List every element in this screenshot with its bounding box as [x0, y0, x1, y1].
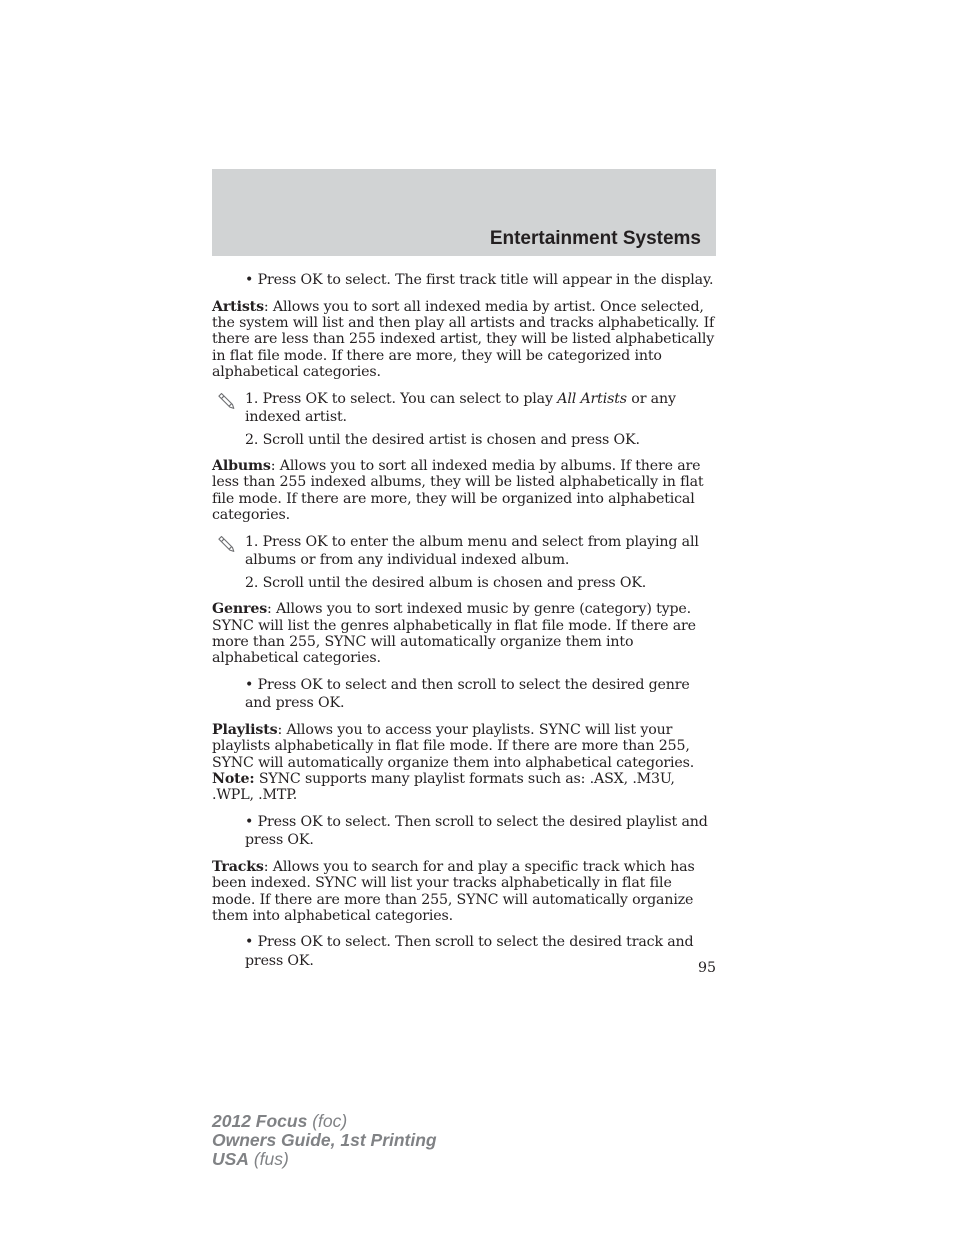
artists-step-2: 2. Scroll until the desired artist is chosen and press OK.	[245, 431, 640, 448]
tracks-term: Tracks	[212, 858, 264, 875]
tracks-paragraph	[212, 859, 718, 925]
artists-step-1-emphasis: All Artists	[557, 390, 627, 407]
section-title: Entertainment Systems	[489, 228, 701, 249]
footer-model: 2012 Focus	[212, 1111, 308, 1131]
artists-description: : Allows you to sort all indexed media by artist. Once selected, the system will list and then play all artists and tracks alphabetically. If there are less than 255 indexed artist, they will be listed alphabetically in flat file mode. If there are more, they will be categorized into alphabetical categories.	[212, 298, 715, 381]
footer-guide-printing: Owners Guide, 1st Printing	[212, 1130, 437, 1150]
playlists-term: Playlists	[212, 721, 278, 738]
artists-step-1-rest: or any indexed artist.	[245, 390, 676, 426]
playlists-note-label: Note:	[212, 771, 255, 787]
albums-step-1: 1. Press OK to enter the album menu and select from playing all albums or from any individual indexed album.	[245, 533, 699, 569]
albums-paragraph	[212, 458, 718, 524]
footer-market: USA	[212, 1149, 249, 1169]
footer-line-model	[212, 1112, 437, 1131]
artists-step-1-text: 1. Press OK to select. You can select to play	[245, 390, 558, 407]
page-number: 95	[697, 960, 716, 976]
playlists-note-text: SYNC supports many playlist formats such as: .ASX, .M3U, .WPL, .MTP.	[212, 771, 675, 804]
pencil-icon	[218, 535, 236, 553]
artists-term: Artists	[212, 298, 264, 315]
genres-paragraph	[212, 601, 718, 667]
footer-market-code: (fus)	[248, 1149, 289, 1169]
intro-bullet: • Press OK to select. The first track title will appear in the display.	[245, 272, 714, 288]
albums-step-2: 2. Scroll until the desired album is chosen and press OK.	[245, 574, 647, 591]
albums-description: : Allows you to sort all indexed media by albums. If there are less than 255 indexed albums, they will be listed alphabetically in flat file mode. If there are more, they will be organized into alphabetical categories.	[212, 458, 704, 524]
footer-edition-info	[212, 1112, 437, 1169]
artists-step-1	[245, 390, 718, 427]
playlists-paragraph	[212, 722, 718, 804]
tracks-description: : Allows you to search for and play a specific track which has been indexed. SYNC will list your tracks alphabetically in flat file mode. If there are more than 255, SYNC will automatically organize them into alphabetical categories.	[212, 858, 695, 925]
playlists-bullet: • Press OK to select. Then scroll to select the desired playlist and press OK.	[245, 813, 708, 849]
footer-line-market	[212, 1150, 437, 1169]
footer-model-code: (foc)	[307, 1111, 348, 1131]
pencil-icon	[218, 392, 236, 410]
artists-steps	[245, 390, 718, 450]
genres-term: Genres	[212, 601, 268, 618]
albums-steps	[245, 533, 718, 593]
page-content	[212, 271, 718, 979]
section-header-band	[212, 169, 716, 256]
tracks-bullet: • Press OK to select. Then scroll to select the desired track and press OK.	[245, 934, 694, 969]
albums-term: Albums	[212, 458, 271, 475]
artists-paragraph	[212, 299, 718, 381]
playlists-description: : Allows you to access your playlists. SYNC will list your playlists alphabetically in flat file mode. If there are more than 255, SYNC will automatically organize them into alphabetical categories.	[212, 721, 695, 771]
genres-bullet: • Press OK to select and then scroll to select the desired genre and press OK.	[245, 676, 690, 712]
genres-description: : Allows you to sort indexed music by genre (category) type. SYNC will list the genres alphabetically in flat file mode. If there are more than 255, SYNC will automatically organize them into alphabetical categories.	[212, 601, 696, 667]
